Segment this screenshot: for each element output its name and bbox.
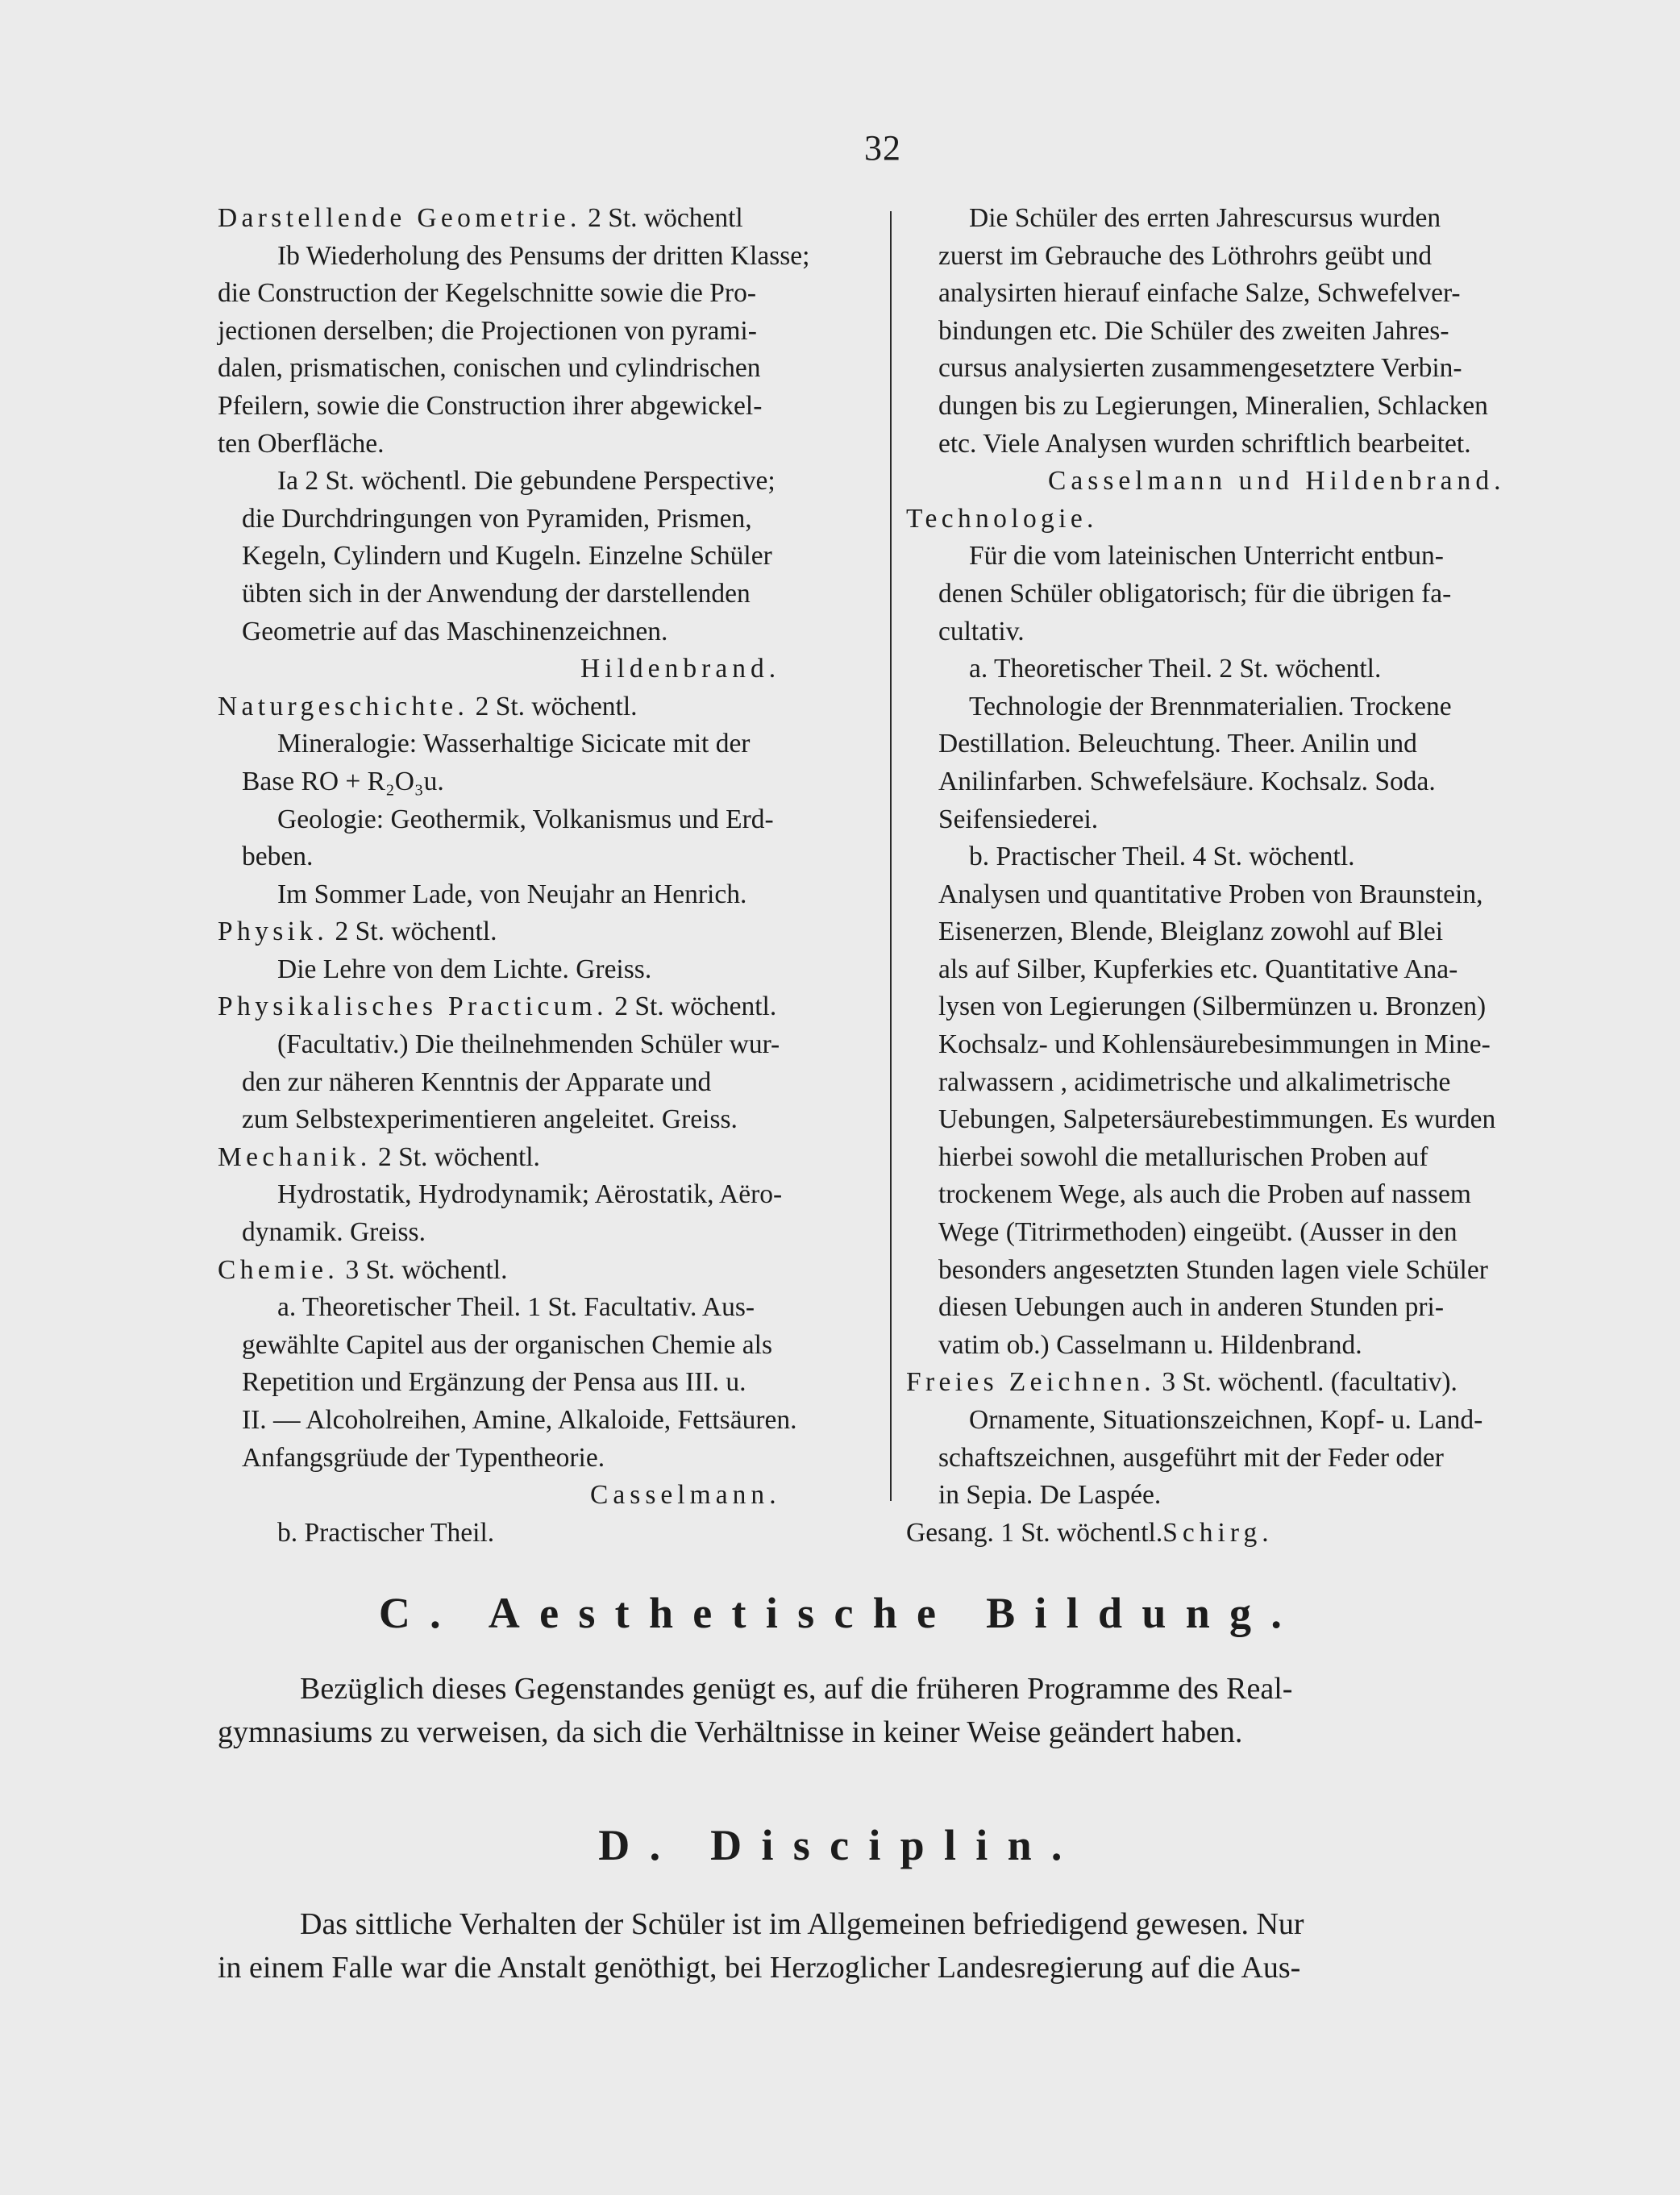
author-signature: Hildenbrand. xyxy=(580,654,781,684)
left-column xyxy=(218,200,871,1552)
author-signature: Casselmann und Hildenbrand. xyxy=(1048,466,1506,497)
gesang-text: Gesang. 1 St. wöchentl. xyxy=(906,1517,1163,1548)
text-line: beben. xyxy=(242,842,314,872)
text-line: Kochsalz- und Kohlensäurebesimmungen in Mine- xyxy=(938,1029,1491,1060)
text-line: zum Selbstexperimentieren angeleitet. Greiss. xyxy=(242,1104,738,1135)
text-line: als auf Silber, Kupferkies etc. Quantitative Ana- xyxy=(938,954,1458,984)
text-line: Für die vom lateinischen Unterricht entbun- xyxy=(969,541,1444,572)
chemie-heading-line xyxy=(218,1252,871,1290)
text-line: etc. Viele Analysen wurden schriftlich bearbeitet. xyxy=(938,428,1471,459)
right-column xyxy=(906,200,1564,1552)
text-line: dungen bis zu Legierungen, Mineralien, Schlacken xyxy=(938,390,1488,421)
text-line: zuerst im Gebrauche des Löthrohrs geübt und xyxy=(938,240,1433,271)
practicum-heading-line xyxy=(218,988,871,1026)
text-line: Im Sommer Lade, von Neujahr an Henrich. xyxy=(277,879,747,909)
text-line: Ib Wiederholung des Pensums der dritten Klasse; xyxy=(277,240,810,271)
subject-heading: Mechanik. xyxy=(218,1141,372,1172)
author-signature: Casselmann. xyxy=(590,1480,781,1511)
text-line: diesen Uebungen auch in anderen Stunden pri- xyxy=(938,1292,1444,1323)
subject-heading: Darstellende Geometrie. xyxy=(218,203,581,233)
text-line: lysen von Legierungen (Silbermünzen u. Bronzen) xyxy=(938,991,1487,1022)
author-signature: Schirg. xyxy=(1162,1517,1274,1548)
subject-hours: 2 St. wöchentl. xyxy=(607,991,777,1022)
text-line: Bezüglich dieses Gegenstandes genügt es, auf die früheren Programme des Real- xyxy=(300,1672,1293,1706)
darstellende-geometrie-heading-line xyxy=(218,200,871,238)
text-line: Base RO + R₂O₃u. xyxy=(242,766,444,796)
text-line: Pfeilern, sowie die Construction ihrer abgewickel- xyxy=(218,390,763,421)
subject-hours: 3 St. wöchentl. xyxy=(339,1254,508,1285)
page-number: 32 xyxy=(864,128,901,168)
text-line: den zur näheren Kenntnis der Apparate und xyxy=(242,1066,712,1097)
text-line: dynamik. Greiss. xyxy=(242,1217,426,1248)
text-line: Repetition und Ergänzung der Pensa aus III. u. xyxy=(242,1367,746,1398)
text-line: besonders angesetzten Stunden lagen viele Schüler xyxy=(938,1254,1488,1285)
text-line: die Construction der Kegelschnitte sowie die Pro- xyxy=(218,278,756,309)
subject-heading: Chemie. xyxy=(218,1254,339,1285)
text-line: in Sepia. De Laspée. xyxy=(938,1480,1162,1511)
section-d-paragraph xyxy=(218,1902,1566,1989)
technologie-heading: Technologie. xyxy=(906,503,1098,534)
subject-heading: Freies Zeichnen. xyxy=(906,1367,1156,1398)
section-c-title: C. Aesthetische Bildung. xyxy=(378,1589,1302,1637)
text-line: Geometrie auf das Maschinenzeichnen. xyxy=(242,616,668,646)
text-line: Die Lehre von dem Lichte. Greiss. xyxy=(277,954,652,984)
text-line: Analysen und quantitative Proben von Braunstein, xyxy=(938,879,1483,909)
subject-hours: 2 St. wöchentl. xyxy=(371,1141,540,1172)
text-line: (Facultativ.) Die theilnehmenden Schüler wur- xyxy=(277,1029,780,1060)
text-line: Technologie der Brennmaterialien. Trockene xyxy=(969,691,1452,721)
subject-hours: 2 St. wöchentl. xyxy=(468,691,638,721)
physik-heading-line xyxy=(218,913,871,951)
text-line: trockenem Wege, als auch die Proben auf nassem xyxy=(938,1179,1471,1210)
section-c-paragraph xyxy=(218,1667,1566,1754)
text-line: in einem Falle war die Anstalt genöthigt, bei Herzoglicher Landesregierung auf die Aus- xyxy=(218,1951,1301,1985)
text-line: b. Practischer Theil. 4 St. wöchentl. xyxy=(969,842,1355,872)
text-line: analysirten hierauf einfache Salze, Schwefelver- xyxy=(938,278,1461,309)
text-line: vatim ob.) Casselmann u. Hildenbrand. xyxy=(938,1329,1362,1360)
text-line: a. Theoretischer Theil. 1 St. Facultativ. Aus- xyxy=(277,1292,755,1323)
text-line: Die Schüler des errten Jahrescursus wurden xyxy=(969,203,1441,233)
text-line: b. Practischer Theil. xyxy=(277,1517,495,1548)
text-line: Mineralogie: Wasserhaltige Sicicate mit der xyxy=(277,729,751,759)
text-line: Seifensiederei. xyxy=(938,804,1099,834)
text-line: Anfangsgrüude der Typentheorie. xyxy=(242,1442,605,1473)
subject-hours: 3 St. wöchentl. (facultativ). xyxy=(1155,1367,1458,1398)
mechanik-heading-line xyxy=(218,1139,871,1177)
text-line: Uebungen, Salpetersäurebestimmungen. Es wurden xyxy=(938,1104,1496,1135)
gesang-line xyxy=(906,1515,1454,1553)
text-line: Kegeln, Cylindern und Kugeln. Einzelne Schüler xyxy=(242,541,772,572)
subject-heading: Physik. xyxy=(218,917,329,947)
text-line: cursus analysierten zusammengesetztere Verbin- xyxy=(938,353,1462,384)
subject-heading: Physikalisches Practicum. xyxy=(218,991,608,1022)
text-line: Wege (Titrirmethoden) eingeübt. (Ausser in den xyxy=(938,1217,1458,1248)
text-line: die Durchdringungen von Pyramiden, Prismen, xyxy=(242,503,752,534)
text-line: a. Theoretischer Theil. 2 St. wöchentl. xyxy=(969,654,1382,684)
text-line: cultativ. xyxy=(938,616,1025,646)
subject-hours: 2 St. wöchentl xyxy=(580,203,743,233)
subject-heading: Naturgeschichte. xyxy=(218,691,469,721)
column-divider xyxy=(890,211,892,1501)
text-line: hierbei sowohl die metallurischen Proben auf xyxy=(938,1141,1428,1172)
text-line: Geologie: Geothermik, Volkanismus und Erd- xyxy=(277,804,774,834)
text-line: Ia 2 St. wöchentl. Die gebundene Perspective; xyxy=(277,466,776,497)
text-line: Destillation. Beleuchtung. Theer. Anilin und xyxy=(938,729,1417,759)
text-line: Das sittliche Verhalten der Schüler ist im Allgemeinen befriedigend gewesen. Nur xyxy=(300,1907,1304,1941)
subject-hours: 2 St. wöchentl. xyxy=(328,917,497,947)
text-line: Anilinfarben. Schwefelsäure. Kochsalz. Soda. xyxy=(938,766,1436,796)
text-line: gymnasiums zu verweisen, da sich die Verhältnisse in keiner Weise geändert haben. xyxy=(218,1715,1243,1749)
text-line: dalen, prismatischen, conischen und cylindrischen xyxy=(218,353,761,384)
text-line: Eisenerzen, Blende, Bleiglanz zowohl auf Blei xyxy=(938,917,1444,947)
text-line: Ornamente, Situationszeichnen, Kopf- u. Land- xyxy=(969,1405,1483,1435)
text-line: übten sich in der Anwendung der darstellenden xyxy=(242,578,751,609)
text-line: bindungen etc. Die Schüler des zweiten Jahres- xyxy=(938,315,1449,346)
text-line: ten Oberfläche. xyxy=(218,428,385,459)
text-line: Hydrostatik, Hydrodynamik; Aërostatik, Aëro- xyxy=(277,1179,783,1210)
freies-zeichnen-heading-line xyxy=(906,1364,1564,1402)
section-d-title: D. Disciplin. xyxy=(598,1821,1082,1869)
text-line: ralwassern , acidimetrische und alkalimetrische xyxy=(938,1066,1451,1097)
text-line: II. — Alcoholreihen, Amine, Alkaloide, Fettsäuren. xyxy=(242,1405,797,1435)
text-line: jectionen derselben; die Projectionen von pyrami- xyxy=(218,315,757,346)
text-line: gewählte Capitel aus der organischen Chemie als xyxy=(242,1329,773,1360)
text-line: denen Schüler obligatorisch; für die übrigen fa- xyxy=(938,578,1452,609)
naturgeschichte-heading-line xyxy=(218,688,871,726)
text-line: schaftszeichnen, ausgeführt mit der Feder oder xyxy=(938,1442,1444,1473)
